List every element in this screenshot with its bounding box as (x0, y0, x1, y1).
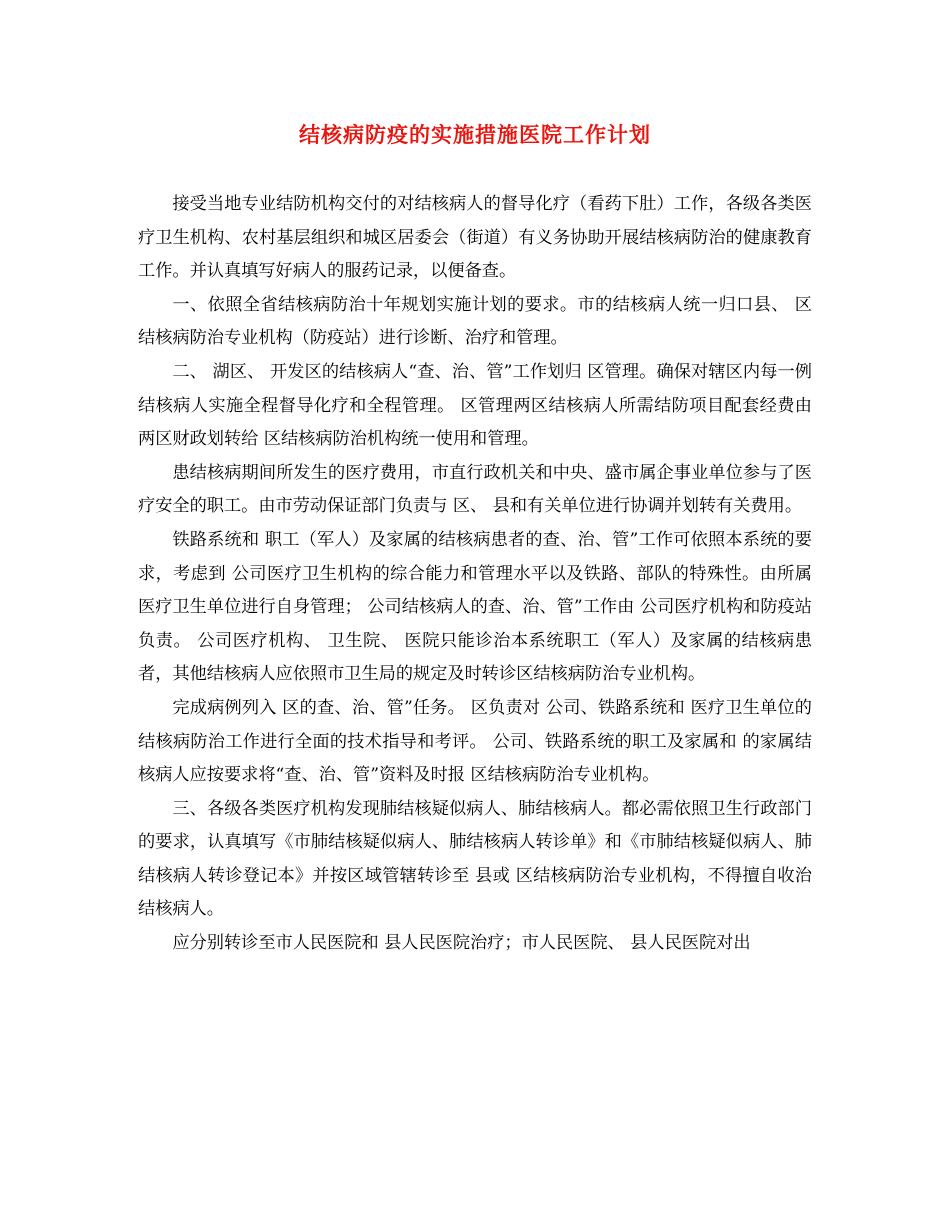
document-page (138, 118, 812, 961)
paragraph-4: 患结核病期间所发生的医疗费用，市直行政机关和中央、盛市属企事业单位参与了医疗安全的职工。由市劳动保证部门负责与 区、 县和有关单位进行协调并划转有关费用。 (138, 462, 812, 517)
paragraph-8: 应分别转诊至市人民医院和 县人民医院治疗；市人民医院、 县人民医院对出 (172, 933, 751, 954)
paragraph-7: 三、各级各类医疗机构发现肺结核疑似病人、肺结核病人。都必需依照卫生行政部门的要求，认真填写《市肺结核疑似病人、肺结核病人转诊单》和《市肺结核疑似病人、肺结核病人转诊登记本》并按区域管辖转诊至 县或 区结核病防治专业机构，不得擅自收治结核病人。 (138, 798, 812, 920)
paragraph-2: 一、依照全省结核病防治十年规划实施计划的要求。市的结核病人统一归口县、 区结核病防治专业机构（防疫站）进行诊断、治疗和管理。 (138, 294, 812, 349)
paragraph-5: 铁路系统和 职工（军人）及家属的结核病患者的查、治、管”工作可依照本系统的要求，考虑到 公司医疗卫生机构的综合能力和管理水平以及铁路、部队的特殊性。由所属医疗卫生单位进行自身管理； 公司结核病人的查、治、管”工作由 公司医疗机构和防疫站负责。 公司医疗机构、 卫生院、 医院只能诊治本系统职工（军人）及家属的结核病患者，其他结核病人应依照市卫生局的规定及时转诊区结核病防治专业机构。 (138, 529, 812, 685)
paragraph-3: 二、 湖区、 开发区的结核病人“查、治、管”工作划归 区管理。确保对辖区内每一例结核病人实施全程督导化疗和全程管理。 区管理两区结核病人所需结防项目配套经费由两区财政划转给 区结核病防治机构统一使用和管理。 (138, 361, 812, 450)
paragraph-6: 完成病例列入 区的查、治、管”任务。 区负责对 公司、铁路系统和 医疗卫生单位的结核病防治工作进行全面的技术指导和考评。 公司、铁路系统的职工及家属和 的家属结核病人应按要求将“查、治、管”资料及时报 区结核病防治专业机构。 (138, 697, 812, 786)
paragraph-1: 接受当地专业结防机构交付的对结核病人的督导化疗（看药下肚）工作，各级各类医疗卫生机构、农村基层组织和城区居委会（街道）有义务协助开展结核病防治的健康教育工作。并认真填写好病人的服药记录，以便备查。 (138, 194, 812, 282)
document-body (138, 188, 812, 961)
document-title: 结核病防疫的实施措施医院工作计划 (299, 122, 651, 147)
